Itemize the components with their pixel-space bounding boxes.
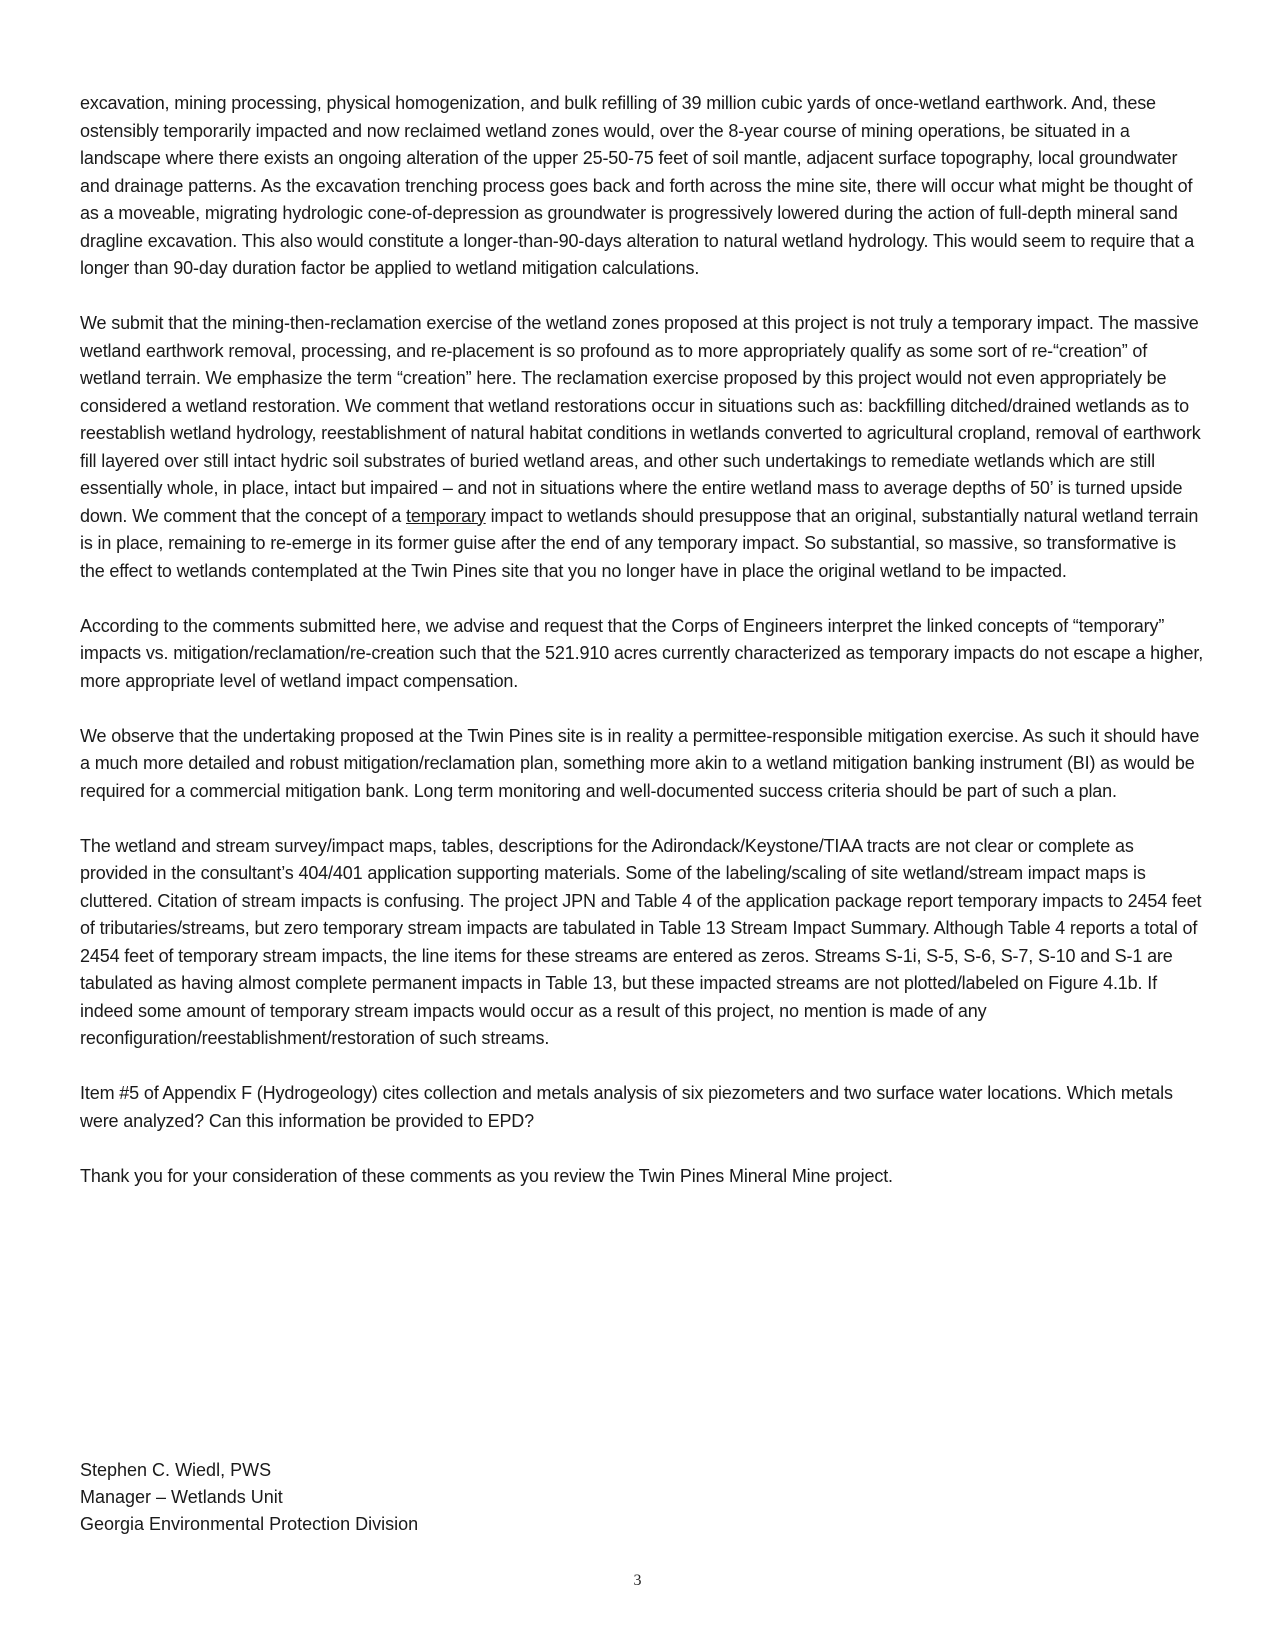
signature-block [80,1457,418,1538]
paragraph-2 [80,310,1205,585]
paragraph-2-text: We submit that the mining-then-reclamation exercise of the wetland zones proposed at this project is not truly a temporary impact. The massive wetland earthwork removal, processing, and re-placement is so profound as to more appropriately qualify as some sort of re-“creation” of wetland terrain. We emphasize the term “creation” here. The reclamation exercise proposed by this project would not even appropriately be considered a wetland restoration. We comment that wetland restorations occur in situations such as: backfilling ditched/drained wetlands as to reestablish wetland hydrology, reestablishment of natural habitat conditions in wetlands converted to agricultural cropland, removal of earthwork fill layered over still intact hydric soil substrates of buried wetland areas, and other such undertakings to remediate wetlands which are still essentially whole, in place, intact but impaired – and not in situations where the entire wetland mass to average depths of 50’ is turned upside down. We comment that the concept of a [80,313,1201,526]
paragraph-2-continuation: impact to wetlands should presuppose that an original, substantially natural wetland terrain is in place, remaining to re-emerge in its former guise after the end of any temporary impact. So substantial, so massive, so transformative is the effect to wetlands contemplated at the Twin Pines site that you no longer have in place the original wetland to be impacted. [80,505,1199,581]
signer-title: Manager – Wetlands Unit [80,1487,283,1507]
document-body [80,90,1205,1218]
underlined-term: temporary [406,505,486,526]
paragraph-5: The wetland and stream survey/impact maps, tables, descriptions for the Adirondack/Keystone/TIAA tracts are not clear or complete as provided in the consultant’s 404/401 application supporting materials. Some of the labeling/scaling of site wetland/stream impact maps is cluttered. Citation of stream impacts is confusing. The project JPN and Table 4 of the application package report temporary impacts to 2454 feet of tributaries/streams, but zero temporary stream impacts are tabulated in Table 13 Stream Impact Summary. Although Table 4 reports a total of 2454 feet of temporary stream impacts, the line items for these streams are entered as zeros. Streams S-1i, S-5, S-6, S-7, S-10 and S-1 are tabulated as having almost complete permanent impacts in Table 13, but these impacted streams are not plotted/labeled on Figure 4.1b. If indeed some amount of temporary stream impacts would occur as a result of this project, no mention is made of any reconfiguration/reestablishment/restoration of such streams. [80,835,1202,1048]
paragraph-4: We observe that the undertaking proposed at the Twin Pines site is in reality a permittee-responsible mitigation exercise. As such it should have a much more detailed and robust mitigation/reclamation plan, something more akin to a wetland mitigation banking instrument (BI) as would be required for a commercial mitigation bank. Long term monitoring and well-documented success criteria should be part of such a plan. [80,725,1200,801]
signer-name: Stephen C. Wiedl, PWS [80,1460,272,1480]
page-number: 3 [633,1572,642,1589]
signer-organization: Georgia Environmental Protection Division [80,1514,419,1534]
paragraph-7: Thank you for your consideration of these comments as you review the Twin Pines Mineral Mine project. [80,1165,893,1186]
paragraph-3: According to the comments submitted here, we advise and request that the Corps of Engineers interpret the linked concepts of “temporary” impacts vs. mitigation/reclamation/re-creation such that the 521.910 acres currently characterized as temporary impacts do not escape a higher, more appropriate level of wetland impact compensation. [80,615,1204,691]
paragraph-1: excavation, mining processing, physical homogenization, and bulk refilling of 39 million cubic yards of once-wetland earthwork. And, these ostensibly temporarily impacted and now reclaimed wetland zones would, over the 8-year course of mining operations, be situated in a landscape where there exists an ongoing alteration of the upper 25-50-75 feet of soil mantle, adjacent surface topography, local groundwater and drainage patterns. As the excavation trenching process goes back and forth across the mine site, there will occur what might be thought of as a moveable, migrating hydrologic cone-of-depression as groundwater is progressively lowered during the action of full-depth mineral sand dragline excavation. This also would constitute a longer-than-90-days alteration to natural wetland hydrology. This would seem to require that a longer than 90-day duration factor be applied to wetland mitigation calculations. [80,93,1195,278]
paragraph-6: Item #5 of Appendix F (Hydrogeology) cites collection and metals analysis of six piezometers and two surface water locations. Which metals were analyzed? Can this information be provided to EPD? [80,1083,1173,1131]
